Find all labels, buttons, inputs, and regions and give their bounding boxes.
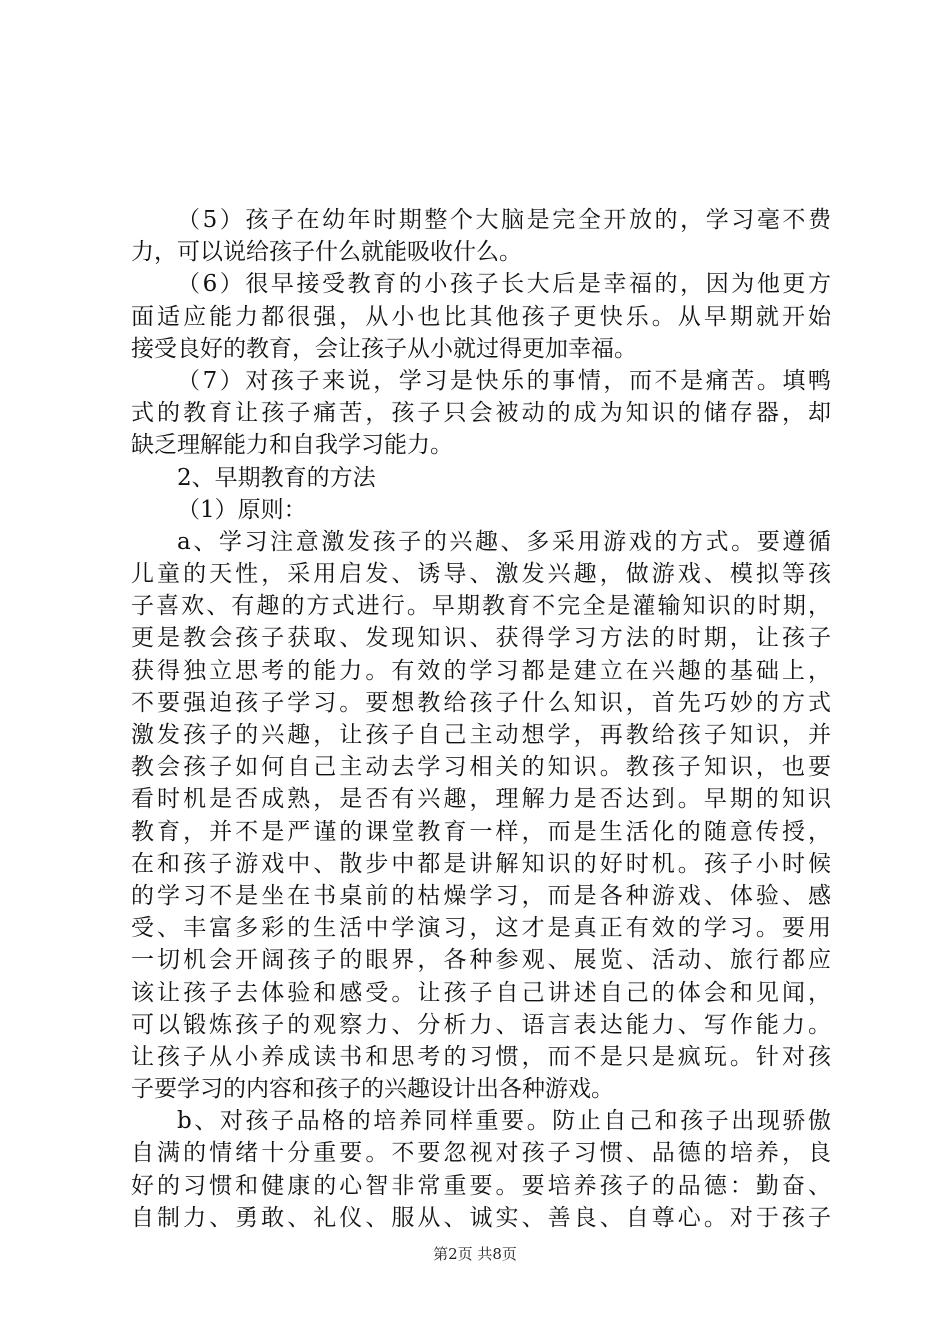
text-line: 自制力、勇敢、礼仪、服从、诚实、善良、自尊心。对于孩子 xyxy=(131,1204,831,1231)
text-line: 子喜欢、有趣的方式进行。早期教育不完全是灌输知识的时期， xyxy=(131,593,831,620)
text-line: 接受良好的教育，会让孩子从小就过得更加幸福。 xyxy=(131,335,637,362)
text-line: 式的教育让孩子痛苦，孩子只会被动的成为知识的储存器，却 xyxy=(131,400,831,427)
text-line: 可以锻炼孩子的观察力、分析力、语言表达能力、写作能力。 xyxy=(131,1011,831,1038)
text-line: 看时机是否成熟，是否有兴趣，理解力是否达到。早期的知识 xyxy=(131,786,831,813)
text-line: 的学习不是坐在书桌前的枯燥学习，而是各种游戏、体验、感 xyxy=(131,882,831,909)
text-line: 好的习惯和健康的心智非常重要。要培养孩子的品德：勤奋、 xyxy=(131,1172,831,1199)
page-number-footer: 第2页 共8页 xyxy=(433,1245,517,1263)
text-line: 激发孩子的兴趣，让孩子自己主动想学，再教给孩子知识，并 xyxy=(131,722,831,748)
text-line: 2、早期教育的方法 xyxy=(177,464,376,491)
text-line: 儿童的天性，采用启发、诱导、激发兴趣，做游戏、模拟等孩 xyxy=(131,561,831,588)
text-line: 一切机会开阔孩子的眼界，各种参观、展览、活动、旅行都应 xyxy=(131,947,831,974)
text-line: b、对孩子品格的培养同样重要。防止自己和孩子出现骄傲 xyxy=(177,1108,831,1135)
text-line: a、学习注意激发孩子的兴趣、多采用游戏的方式。要遵循 xyxy=(177,528,831,555)
text-line: （7）对孩子来说，学习是快乐的事情，而不是痛苦。填鸭 xyxy=(177,367,831,394)
text-line: 该让孩子去体验和感受。让孩子自己讲述自己的体会和见闻， xyxy=(131,979,831,1006)
text-line: 受、丰富多彩的生活中学演习，这才是真正有效的学习。要用 xyxy=(131,915,831,942)
text-line: 教育，并不是严谨的课堂教育一样，而是生活化的随意传授， xyxy=(131,818,831,845)
text-line: 获得独立思考的能力。有效的学习都是建立在兴趣的基础上， xyxy=(131,657,831,684)
text-line: （5）孩子在幼年时期整个大脑是完全开放的，学习毫不费 xyxy=(177,207,831,233)
text-line: 力，可以说给孩子什么就能吸收什么。 xyxy=(131,239,522,266)
text-line: 自满的情绪十分重要。不要忽视对孩子习惯、品德的培养，良 xyxy=(131,1140,831,1167)
text-line: 子要学习的内容和孩子的兴趣设计出各种游戏。 xyxy=(131,1076,614,1103)
text-line: 更是教会孩子获取、发现知识、获得学习方法的时期，让孩子 xyxy=(131,625,831,652)
text-line: 缺乏理解能力和自我学习能力。 xyxy=(131,432,453,459)
text-line: （6）很早接受教育的小孩子长大后是幸福的，因为他更方 xyxy=(177,271,831,298)
text-line: 教会孩子如何自己主动去学习相关的知识。教孩子知识，也要 xyxy=(131,754,831,781)
text-line: 在和孩子游戏中、散步中都是讲解知识的好时机。孩子小时候 xyxy=(131,850,831,877)
document-body xyxy=(131,204,831,1234)
text-line: （1）原则： xyxy=(177,496,307,523)
text-line: 让孩子从小养成读书和思考的习惯，而不是只是疯玩。针对孩 xyxy=(131,1043,831,1070)
text-line: 不要强迫孩子学习。要想教给孩子什么知识，首先巧妙的方式 xyxy=(131,689,831,716)
text-line: 面适应能力都很强，从小也比其他孩子更快乐。从早期就开始 xyxy=(131,303,831,330)
